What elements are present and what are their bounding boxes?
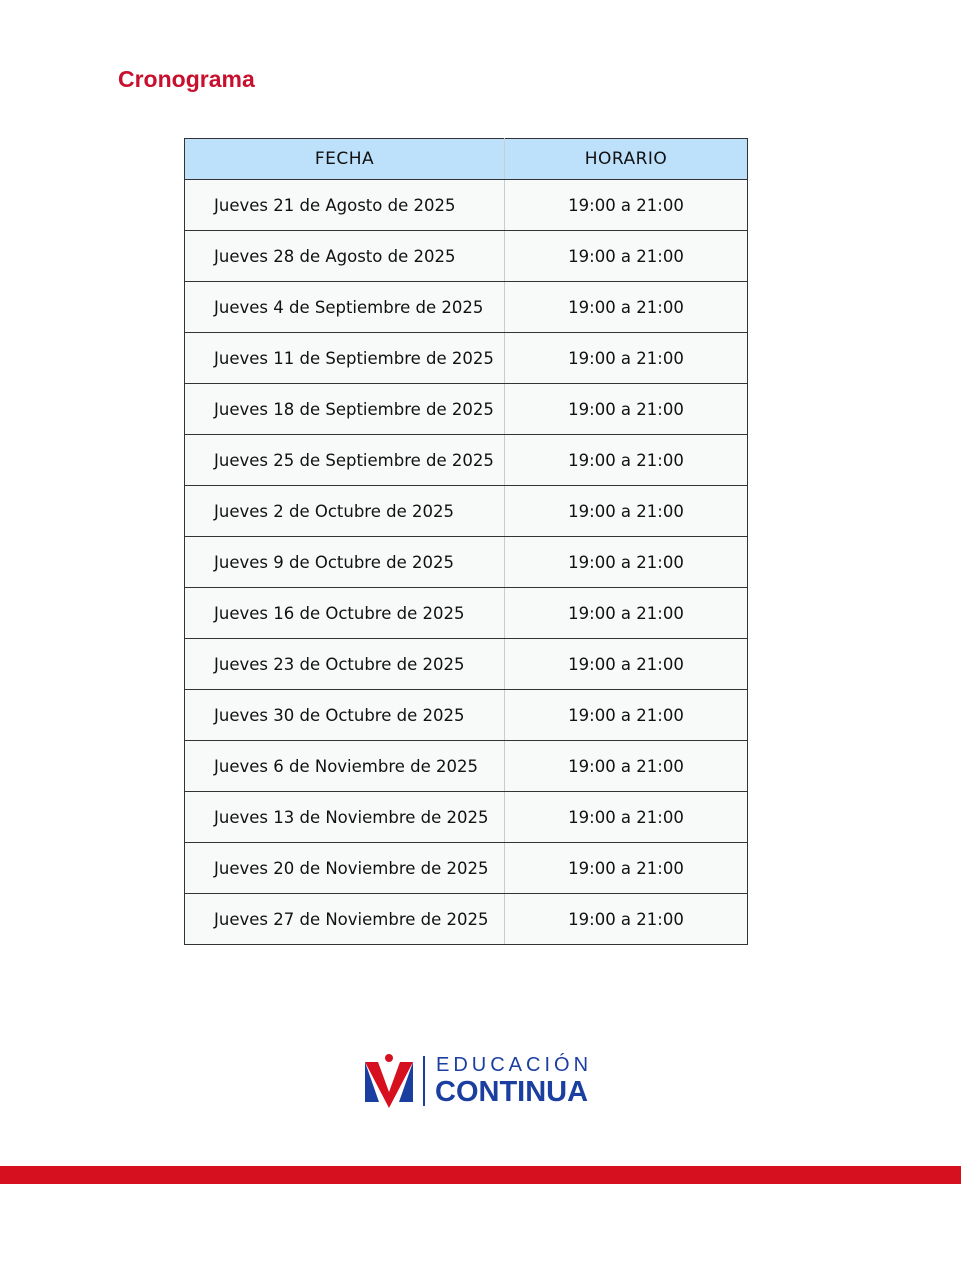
fecha-cell: Jueves 16 de Octubre de 2025 xyxy=(185,588,505,639)
logo-text-line2: CONTINUA xyxy=(435,1076,589,1108)
horario-cell: 19:00 a 21:00 xyxy=(505,486,748,537)
horario-cell: 19:00 a 21:00 xyxy=(505,282,748,333)
fecha-cell: Jueves 28 de Agosto de 2025 xyxy=(185,231,505,282)
horario-cell: 19:00 a 21:00 xyxy=(505,792,748,843)
fecha-cell: Jueves 25 de Septiembre de 2025 xyxy=(185,435,505,486)
horario-cell: 19:00 a 21:00 xyxy=(505,384,748,435)
table-row xyxy=(185,384,748,435)
horario-cell: 19:00 a 21:00 xyxy=(505,843,748,894)
logo-divider xyxy=(423,1056,425,1106)
fecha-cell: Jueves 18 de Septiembre de 2025 xyxy=(185,384,505,435)
horario-cell: 19:00 a 21:00 xyxy=(505,333,748,384)
column-header-fecha: FECHA xyxy=(185,139,505,180)
fecha-cell: Jueves 11 de Septiembre de 2025 xyxy=(185,333,505,384)
fecha-cell: Jueves 9 de Octubre de 2025 xyxy=(185,537,505,588)
table-row xyxy=(185,180,748,231)
horario-cell: 19:00 a 21:00 xyxy=(505,231,748,282)
table-row xyxy=(185,486,748,537)
horario-cell: 19:00 a 21:00 xyxy=(505,180,748,231)
column-header-horario: HORARIO xyxy=(505,139,748,180)
fecha-cell: Jueves 23 de Octubre de 2025 xyxy=(185,639,505,690)
page-title: Cronograma xyxy=(118,66,255,92)
educacion-continua-logo xyxy=(365,1052,605,1112)
horario-cell: 19:00 a 21:00 xyxy=(505,690,748,741)
table-row xyxy=(185,231,748,282)
logo-text-line1: EDUCACIÓN xyxy=(436,1054,593,1076)
table-row xyxy=(185,282,748,333)
table-row xyxy=(185,333,748,384)
table-row xyxy=(185,690,748,741)
horario-cell: 19:00 a 21:00 xyxy=(505,435,748,486)
fecha-cell: Jueves 2 de Octubre de 2025 xyxy=(185,486,505,537)
fecha-cell: Jueves 6 de Noviembre de 2025 xyxy=(185,741,505,792)
table-row xyxy=(185,588,748,639)
table-row xyxy=(185,792,748,843)
table-row xyxy=(185,537,748,588)
table-header-row xyxy=(185,139,748,180)
table-body xyxy=(185,180,748,945)
fecha-cell: Jueves 21 de Agosto de 2025 xyxy=(185,180,505,231)
horario-cell: 19:00 a 21:00 xyxy=(505,639,748,690)
fecha-cell: Jueves 13 de Noviembre de 2025 xyxy=(185,792,505,843)
footer-red-bar xyxy=(0,1166,961,1184)
fecha-cell: Jueves 30 de Octubre de 2025 xyxy=(185,690,505,741)
fecha-cell: Jueves 27 de Noviembre de 2025 xyxy=(185,894,505,945)
table-row xyxy=(185,843,748,894)
table-row xyxy=(185,639,748,690)
horario-cell: 19:00 a 21:00 xyxy=(505,588,748,639)
fecha-cell: Jueves 20 de Noviembre de 2025 xyxy=(185,843,505,894)
horario-cell: 19:00 a 21:00 xyxy=(505,741,748,792)
university-shield-icon xyxy=(365,1052,415,1112)
schedule-table xyxy=(184,138,748,945)
fecha-cell: Jueves 4 de Septiembre de 2025 xyxy=(185,282,505,333)
table-row xyxy=(185,894,748,945)
table-row xyxy=(185,435,748,486)
horario-cell: 19:00 a 21:00 xyxy=(505,537,748,588)
table-row xyxy=(185,741,748,792)
horario-cell: 19:00 a 21:00 xyxy=(505,894,748,945)
